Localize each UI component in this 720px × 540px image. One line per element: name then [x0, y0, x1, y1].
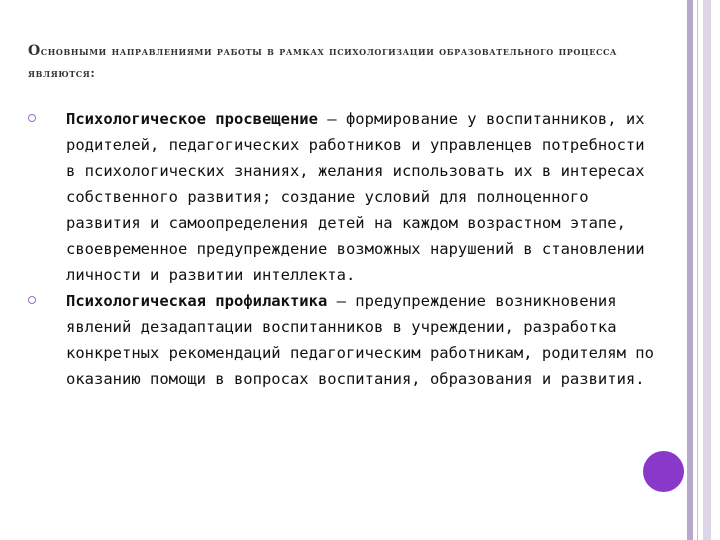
decorative-rail-line — [697, 0, 698, 540]
slide-title-first-letter: О — [28, 43, 41, 59]
item-term: Психологическое просвещение — [66, 110, 318, 128]
list-item-psychological-prevention — [22, 288, 662, 392]
hollow-circle-bullet-icon — [28, 114, 36, 122]
slide-title — [28, 40, 688, 84]
hollow-circle-bullet-icon — [28, 296, 36, 304]
purple-circle-decoration — [643, 451, 684, 492]
list-item-psychological-education — [22, 106, 662, 288]
slide-title-text: сновными направлениями работы в рамках психологизации образовательного процесса являются: — [28, 44, 618, 80]
item-term: Психологическая профилактика — [66, 292, 328, 310]
item-text: – предупреждение возникновения явлений дезадаптации воспитанников в учреждении, разработка конкретных рекомендаций педагогическим работникам, родителям по оказанию помощи в вопросах воспитания, образования и развития. — [66, 292, 654, 388]
item-text: – формирование у воспитанников, их родителей, педагогических работников и управленцев потребности в психологических знаниях, желания использовать их в интересах собственного развития; создание условий для полноценного развития и самоопределения детей на каждом возрастном этапе, своевременное предупреждение возможных нарушений в становлении личности и развитии интеллекта. — [66, 110, 645, 284]
decorative-rail-inner — [703, 0, 711, 540]
slide-content — [22, 106, 662, 392]
